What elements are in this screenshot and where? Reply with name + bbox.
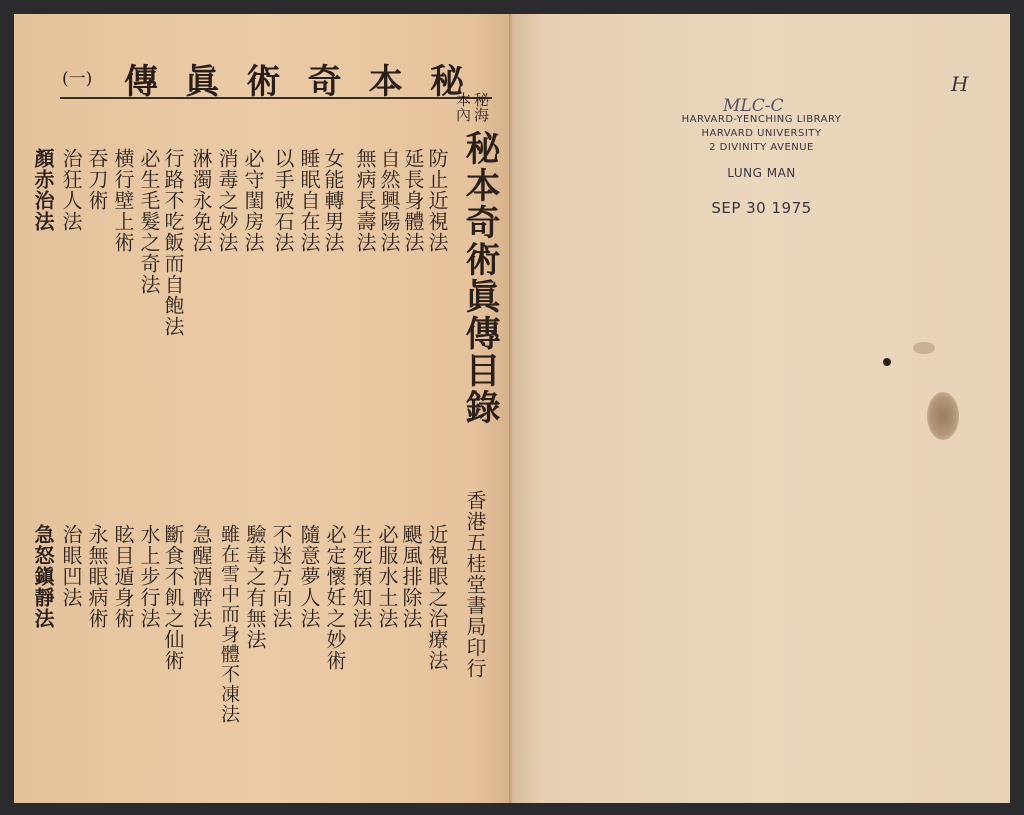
toc-entry: 眩目遁身術 (111, 524, 135, 629)
header-char: 術 (246, 62, 281, 102)
toc-entry: 睡眠自在法 (297, 148, 321, 253)
toc-entry: 不迷方向法 (269, 524, 293, 629)
toc-entry: 必定懷妊之妙術 (323, 524, 347, 671)
toc-entry: 必守閨房法 (241, 148, 265, 253)
toc-entry: 吞刀術 (85, 148, 109, 211)
toc-entry: 横行壁上術 (111, 148, 135, 253)
left-page (14, 14, 511, 803)
handwritten-mark: H (951, 72, 969, 96)
toc-entry: 行路不吃飯而自飽法 (161, 148, 185, 337)
header-char: 秘 (429, 62, 464, 102)
toc-entry: 無病長壽法 (353, 148, 377, 253)
toc-entry: 防止近視法 (425, 148, 449, 253)
header-rule (60, 97, 492, 99)
toc-entry: 急醒酒醉法 (189, 524, 213, 629)
toc-entry: 顏赤治法 (31, 148, 55, 232)
toc-entry: 永無眼病術 (85, 524, 109, 629)
handwritten-call-number: MLC-C (723, 96, 784, 116)
toc-entry: 水上步行法 (137, 524, 161, 629)
stain-spot (913, 342, 935, 354)
toc-main-title: 秘本奇術眞傳目錄 (460, 130, 501, 426)
toc-entry: 隨意夢人法 (297, 524, 321, 629)
publisher-imprint: 香港五桂堂書局印行 (463, 490, 487, 679)
toc-entry: 治狂人法 (59, 148, 83, 232)
header-char: 本 (368, 62, 403, 102)
subtitle-right: 秘海 (472, 92, 490, 122)
ink-spot (883, 358, 891, 366)
toc-entry: 必服水土法 (375, 524, 399, 629)
toc-entry: 颶風排除法 (399, 524, 423, 629)
toc-entry: 急怒鎭靜法 (31, 524, 55, 629)
stamp-line: HARVARD UNIVERSITY (701, 128, 822, 139)
toc-entry: 消毒之妙法 (215, 148, 239, 253)
toc-entry: 斷食不飢之仙術 (161, 524, 185, 671)
right-page (513, 14, 1010, 803)
toc-entry: 必生毛髮之奇法 (137, 148, 161, 295)
toc-entry: 延長身體法 (401, 148, 425, 253)
toc-entry: 以手破石法 (271, 148, 295, 253)
toc-entry: 治眼凹法 (59, 524, 83, 608)
stain-spot (927, 392, 959, 440)
header-char: 眞 (185, 62, 220, 102)
running-header-title (124, 54, 464, 103)
subtitle-left: 本內 (454, 92, 472, 122)
toc-entry: 自然興陽法 (377, 148, 401, 253)
toc-entry: 驗毒之有無法 (243, 524, 267, 650)
stamp-date: SEP 30 1975 (711, 199, 812, 217)
stamp-line: 2 DIVINITY AVENUE (709, 142, 814, 153)
header-char: 奇 (307, 62, 342, 102)
header-char: 傳 (124, 62, 158, 102)
toc-entry: 女能轉男法 (321, 148, 345, 253)
page-number: (一) (62, 69, 93, 89)
stamp-line: HARVARD-YENCHING LIBRARY (681, 114, 842, 125)
toc-entry: 淋濁永免法 (189, 148, 213, 253)
stamp-location: LUNG MAN (727, 166, 796, 180)
toc-entry: 近視眼之治療法 (425, 524, 449, 671)
toc-entry: 雖在雪中而身體不凍法 (218, 524, 240, 724)
toc-entry: 生死預知法 (349, 524, 373, 629)
